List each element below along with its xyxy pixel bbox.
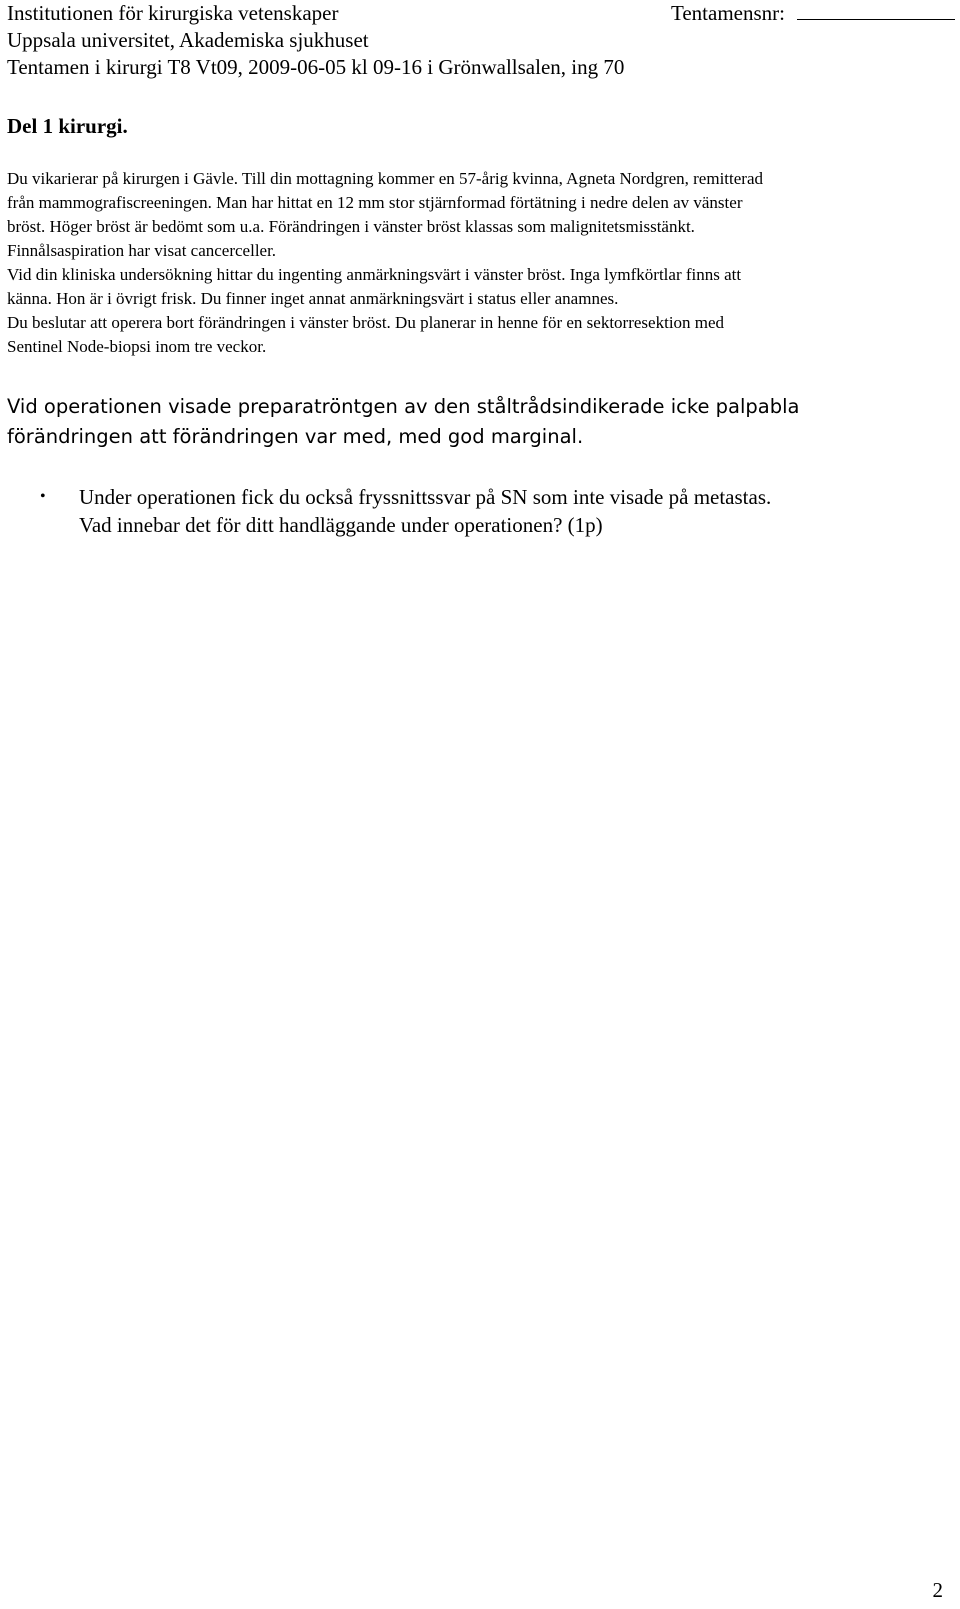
header-row	[7, 0, 955, 27]
case-description	[7, 167, 952, 359]
case-line: Du beslutar att operera bort förändringen i vänster bröst. Du planerar in henne för en sektorresektion med	[7, 313, 725, 332]
question-line: Vad innebar det för ditt handläggande under operationen? (1p)	[79, 513, 603, 537]
institution-name: Institutionen för kirurgiska vetenskaper	[7, 1, 339, 25]
exam-info: Tentamen i kirurgi T8 Vt09, 2009-06-05 kl 09-16 i Grönwallsalen, ing 70	[7, 55, 625, 79]
exam-number-label: Tentamensnr:	[671, 1, 785, 25]
section-title: Del 1 kirurgi.	[7, 114, 128, 138]
operation-line: förändringen att förändringen var med, med god marginal.	[7, 425, 584, 448]
page-number: 2	[932, 1578, 943, 1602]
case-line: känna. Hon är i övrigt frisk. Du finner inget annat anmärkningsvärt i status eller anamnes.	[7, 289, 619, 308]
exam-number-field	[671, 0, 955, 27]
case-line: Finnålsaspiration har visat cancerceller.	[7, 241, 277, 260]
operation-line: Vid operationen visade preparatröntgen av den ståltrådsindikerade icke palpabla	[7, 395, 800, 418]
bullet-icon: •	[40, 488, 46, 505]
case-line: Sentinel Node-biopsi inom tre veckor.	[7, 337, 267, 356]
question-text	[79, 483, 955, 539]
exam-number-blank	[797, 1, 955, 20]
case-line: bröst. Höger bröst är bedömt som u.a. Förändringen i vänster bröst klassas som malignitetsmisstänkt.	[7, 217, 695, 236]
operation-paragraph	[7, 392, 952, 452]
question-line: Under operationen fick du också fryssnittssvar på SN som inte visade på metastas.	[79, 485, 772, 509]
case-line: från mammografiscreeningen. Man har hittat en 12 mm stor stjärnformad förtätning i nedre delen av vänster	[7, 193, 743, 212]
university-name: Uppsala universitet, Akademiska sjukhuset	[7, 28, 369, 52]
case-line: Vid din kliniska undersökning hittar du ingenting anmärkningsvärt i vänster bröst. Inga lymfkörtlar finns att	[7, 265, 742, 284]
exam-header	[7, 0, 955, 81]
case-line: Du vikarierar på kirurgen i Gävle. Till din mottagning kommer en 57-årig kvinna, Agneta Nordgren, remitterad	[7, 169, 764, 188]
